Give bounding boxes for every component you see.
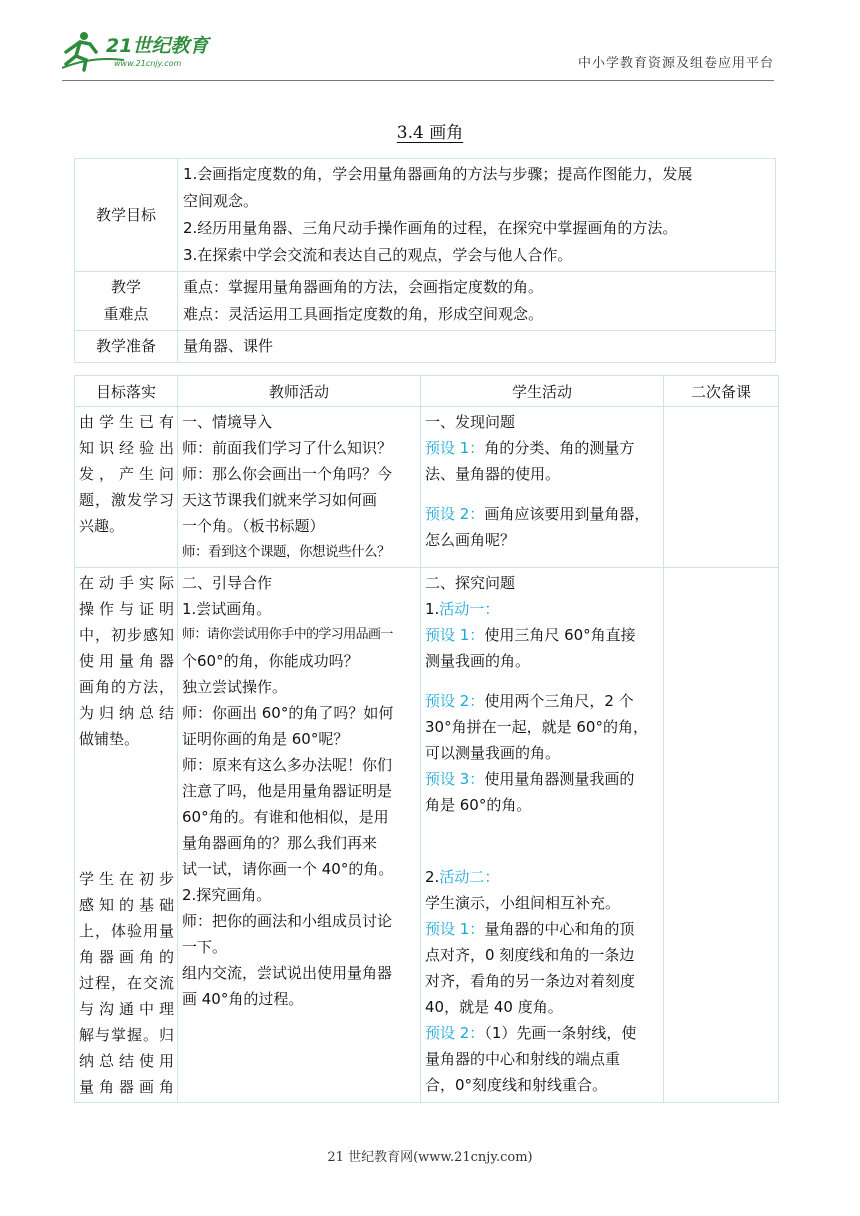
text-line: 注意了吗，他是用量角器证明是 [182, 782, 393, 800]
text-line: 个60°的角，你能成功吗？ [182, 652, 359, 670]
site-logo[interactable] [62, 30, 232, 74]
text-line: 做铺垫。 [79, 730, 140, 748]
page-footer: 21 世纪教育网(www.21cnjy.com) [327, 1150, 533, 1165]
text-line: 知识经验出 [79, 439, 174, 457]
text-line: 3.在探索中学会交流和表达自己的观点，学会与他人合作。 [183, 246, 573, 264]
text-line: 过程，在交流 [79, 974, 174, 992]
text-line: 教学 [110, 278, 141, 296]
logo-url: www.21cnjy.com [114, 59, 182, 68]
column-header: 目标落实 [75, 376, 178, 407]
preset-label: 预设 1： [425, 920, 485, 938]
teacher-activity-cell [178, 568, 421, 1103]
document-title: 3.4 画角 [396, 123, 464, 143]
column-header: 教师活动 [178, 376, 421, 407]
text-line: 预设 1：量角器的中心和角的顶 [425, 920, 635, 938]
text-line: 操作与证明 [79, 600, 174, 618]
text-line: 由学生已有 [79, 413, 174, 431]
text-line: 画角的方法， [79, 678, 174, 696]
header-divider [62, 80, 774, 81]
text-line: 可以测量我画的角。 [425, 744, 561, 762]
text-line: 师：原来有这么多办法呢！你们 [182, 756, 393, 774]
text-line: 40，就是 40 度角。 [425, 998, 563, 1016]
text-line: 点对齐，0 刻度线和角的一条边 [425, 946, 635, 964]
text-line: 上，体验用量 [79, 922, 174, 940]
text-line: 1.尝试画角。 [182, 600, 272, 618]
row-label: 教学准备 [75, 331, 178, 363]
text-line: 2.活动二： [425, 868, 500, 886]
text-line: 测量我画的角。 [425, 652, 531, 670]
text-line: 量角器画角的？那么我们再来 [182, 834, 378, 852]
text-line: 师：那么你会画出一个角吗？今 [182, 465, 393, 483]
text-line: 二、探究问题 [425, 574, 516, 592]
teacher-activity-cell [178, 407, 421, 568]
text-line: 感知的基础 [79, 896, 174, 914]
column-header: 二次备课 [664, 376, 779, 407]
text-line: 空间观念。 [183, 192, 259, 210]
text-line: 画 40°角的过程。 [182, 990, 304, 1008]
revision-cell [664, 568, 779, 1103]
text-line: 预设 1：使用三角尺 60°角直接 [425, 626, 636, 644]
text-line: 师：前面我们学习了什么知识？ [182, 439, 393, 457]
text-line: 1.会画指定度数的角，学会用量角器画角的方法与步骤；提高作图能力，发展 [183, 165, 693, 183]
table-row [75, 407, 779, 568]
text-line: 量角器、课件 [183, 337, 274, 355]
teaching-goals [178, 159, 776, 272]
text-line: 一、情境导入 [182, 413, 273, 431]
text-line: 怎么画角呢？ [425, 531, 516, 549]
text-line: 一个角。（板书标题） [182, 517, 325, 535]
preset-label: 预设 1： [425, 439, 485, 457]
table-row [75, 568, 779, 1103]
text-line: 量角器画角 [79, 1078, 174, 1096]
row-label [75, 272, 178, 331]
teaching-process-table [74, 375, 779, 1103]
student-activity-cell [421, 407, 664, 568]
text-line: 师：把你的画法和小组成员讨论 [182, 912, 393, 930]
text-line: 解与掌握。归 [79, 1026, 174, 1044]
text-line: 使用量角器 [79, 652, 174, 670]
revision-cell [664, 407, 779, 568]
text-line: 学生在初步 [79, 870, 174, 888]
student-activity-cell [421, 568, 664, 1103]
text-line: 天这节课我们就来学习如何画 [182, 491, 378, 509]
column-header: 学生活动 [421, 376, 664, 407]
text-line: 预设 1：角的分类、角的测量方 [425, 439, 635, 457]
page-header [0, 0, 860, 90]
text-line: 二、引导合作 [182, 574, 273, 592]
text-line: 2.经历用量角器、三角尺动手操作画角的过程，在探究中掌握画角的方法。 [183, 219, 678, 237]
text-line: 重点：掌握用量角器画角的方法，会画指定度数的角。 [183, 278, 544, 296]
preset-label: 预设 2： [425, 1024, 485, 1042]
text-line: 在动手实际 [79, 574, 174, 592]
text-line: 独立尝试操作。 [182, 678, 288, 696]
text-line: 量角器的中心和射线的端点重 [425, 1050, 621, 1068]
text-line: 组内交流，尝试说出使用量角器 [182, 964, 393, 982]
goal-cell [75, 568, 178, 1103]
text-line: 题，激发学习 [79, 491, 174, 509]
teaching-materials [178, 331, 776, 363]
logo-wordmark: 21世纪教育 [106, 35, 209, 57]
text-line: 预设 2：使用两个三角尺，2 个 [425, 692, 634, 710]
preset-label: 预设 1： [425, 626, 485, 644]
preset-label: 预设 2： [425, 505, 485, 523]
lesson-info-table [74, 158, 776, 363]
text-line: 试一试，请你画一个 40°的角。 [182, 860, 394, 878]
text-line: 学生演示，小组间相互补充。 [425, 894, 621, 912]
text-line: 一、发现问题 [425, 413, 516, 431]
text-line: 对齐，看角的另一条边对着刻度 [425, 972, 636, 990]
text-line: 预设 2：（1）先画一条射线，使 [425, 1024, 637, 1042]
table-header-row [75, 376, 779, 407]
goal-cell [75, 407, 178, 568]
text-line: 角是 60°的角。 [425, 796, 532, 814]
text-line: 2.探究画角。 [182, 886, 272, 904]
text-line: 一下。 [182, 938, 228, 956]
text-line: 重难点 [103, 305, 149, 323]
text-line: 60°角的。有谁和他相似，是用 [182, 808, 389, 826]
text-line: 预设 3：使用量角器测量我画的 [425, 770, 635, 788]
text-line: 证明你画的角是 60°呢？ [182, 730, 349, 748]
activity-label: 活动一： [439, 600, 500, 618]
text-line: 合，0°刻度线和射线重合。 [425, 1076, 608, 1094]
text-line: 兴趣。 [79, 517, 125, 535]
text-line: 难点：灵活运用工具画指定度数的角，形成空间观念。 [183, 305, 544, 323]
text-line: 师：你画出 60°的角了吗？如何 [182, 704, 394, 722]
text-line: 法、量角器的使用。 [425, 465, 561, 483]
text-line: 为归纳总结 [79, 704, 174, 722]
text-line: 1.活动一： [425, 600, 500, 618]
preset-label: 预设 2： [425, 692, 485, 710]
activity-label: 活动二： [439, 868, 500, 886]
text-line: 纳总结使用 [79, 1052, 174, 1070]
table-row [75, 159, 776, 272]
text-line: 师：看到这个课题，你想说些什么？ [182, 544, 390, 560]
text-line: 30°角拼在一起，就是 60°的角， [425, 718, 648, 736]
preset-label: 预设 3： [425, 770, 485, 788]
text-line: 发，产生问 [79, 465, 174, 483]
key-points [178, 272, 776, 331]
text-line: 师：请你尝试用你手中的学习用品画一 [182, 627, 393, 642]
text-line: 中，初步感知 [79, 626, 174, 644]
text-line: 与沟通中理 [79, 1000, 174, 1018]
table-row [75, 272, 776, 331]
table-row [75, 331, 776, 363]
row-label: 教学目标 [75, 159, 178, 272]
text-line: 角器画角的 [79, 948, 174, 966]
platform-name: 中小学教育资源及组卷应用平台 [577, 56, 774, 71]
text-line: 预设 2：画角应该要用到量角器， [425, 505, 650, 523]
